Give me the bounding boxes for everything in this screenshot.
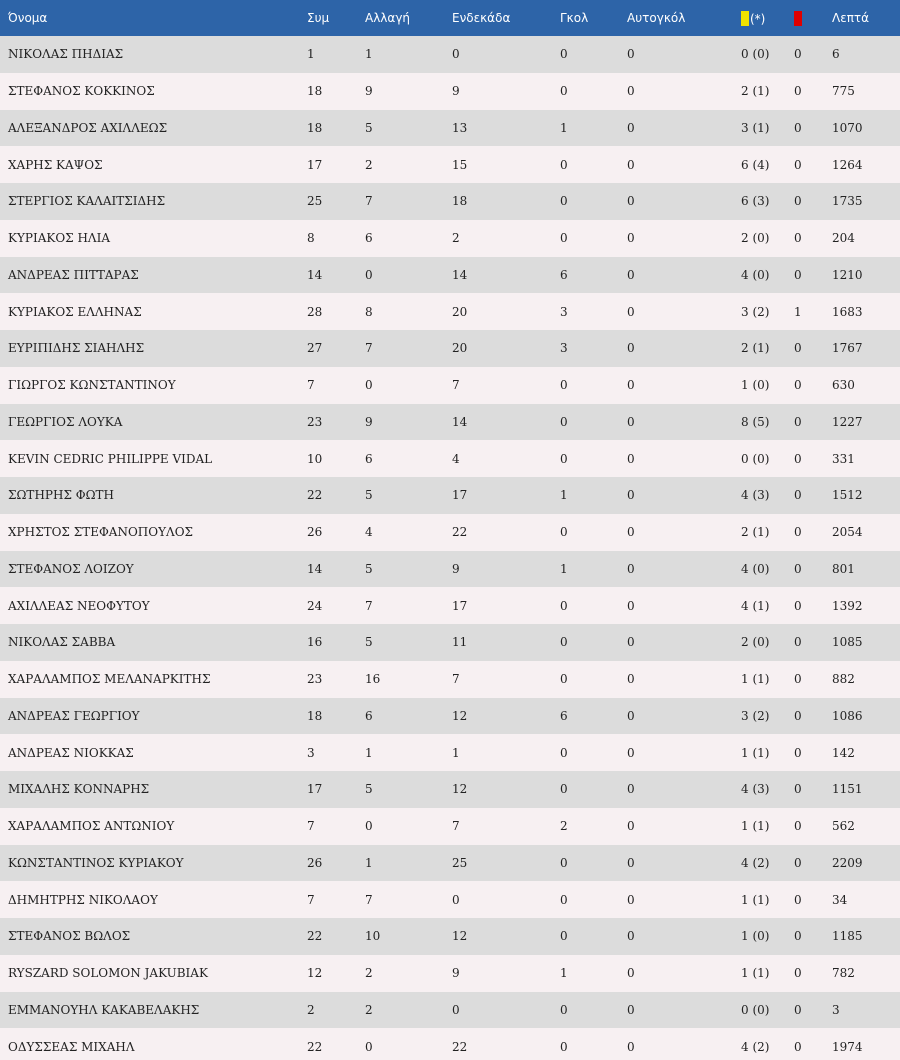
table-row — [0, 110, 900, 147]
header-goals[interactable]: Γκολ — [560, 11, 589, 25]
player-name-cell: ΚΥΡΙΑΚΟΣ ΗΛΙΑ — [8, 231, 111, 246]
minutes-played-cell: 1683 — [832, 304, 863, 319]
table-row — [0, 698, 900, 735]
goals-cell: 0 — [560, 414, 568, 429]
table-row — [0, 845, 900, 882]
player-name-cell: ΚΩΝΣΤΑΝΤΙΝΟΣ ΚΥΡΙΑΚΟΥ — [8, 855, 184, 870]
header-appearances[interactable]: Συμ — [307, 11, 330, 25]
goals-cell: 0 — [560, 635, 568, 650]
minutes-played-cell: 630 — [832, 378, 855, 393]
own-goals-cell: 0 — [627, 708, 635, 723]
substitutions-cell: 5 — [365, 561, 373, 576]
table-row — [0, 992, 900, 1029]
substitutions-cell: 7 — [365, 598, 373, 613]
substitutions-cell: 2 — [365, 966, 373, 981]
minutes-played-cell: 775 — [832, 84, 855, 99]
minutes-played-cell: 204 — [832, 231, 855, 246]
starting-eleven-cell: 0 — [452, 47, 460, 62]
red-cards-cell: 0 — [794, 525, 802, 540]
appearances-cell: 7 — [307, 819, 315, 834]
own-goals-cell: 0 — [627, 1002, 635, 1017]
red-cards-cell: 0 — [794, 378, 802, 393]
substitutions-cell: 6 — [365, 708, 373, 723]
red-cards-cell: 0 — [794, 47, 802, 62]
own-goals-cell: 0 — [627, 231, 635, 246]
goals-cell: 0 — [560, 598, 568, 613]
goals-cell: 0 — [560, 672, 568, 687]
minutes-played-cell: 1185 — [832, 929, 863, 944]
goals-cell: 0 — [560, 929, 568, 944]
appearances-cell: 26 — [307, 525, 323, 540]
appearances-cell: 18 — [307, 84, 323, 99]
own-goals-cell: 0 — [627, 267, 635, 282]
yellow-cards-cell: 2 (1) — [741, 341, 770, 356]
substitutions-cell: 7 — [365, 341, 373, 356]
table-row — [0, 771, 900, 808]
yellow-cards-cell: 6 (4) — [741, 157, 770, 172]
player-name-cell: RYSZARD SOLOMON JAKUBIAK — [8, 966, 208, 981]
minutes-played-cell: 2209 — [832, 855, 863, 870]
minutes-played-cell: 1735 — [832, 194, 863, 209]
starting-eleven-cell: 25 — [452, 855, 468, 870]
player-name-cell: ΝΙΚΟΛΑΣ ΠΗΔΙΑΣ — [8, 47, 124, 62]
starting-eleven-cell: 20 — [452, 304, 468, 319]
substitutions-cell: 8 — [365, 304, 373, 319]
own-goals-cell: 0 — [627, 929, 635, 944]
yellow-cards-cell: 1 (1) — [741, 672, 770, 687]
starting-eleven-cell: 15 — [452, 157, 468, 172]
starting-eleven-cell: 0 — [452, 892, 460, 907]
appearances-cell: 22 — [307, 929, 323, 944]
own-goals-cell: 0 — [627, 120, 635, 135]
table-row — [0, 955, 900, 992]
starting-eleven-cell: 14 — [452, 414, 468, 429]
substitutions-cell: 0 — [365, 378, 373, 393]
header-name[interactable]: Όνομα — [8, 11, 48, 25]
table-row — [0, 734, 900, 771]
own-goals-cell: 0 — [627, 304, 635, 319]
player-name-cell: ΑΝΔΡΕΑΣ ΝΙΟΚΚΑΣ — [8, 745, 134, 760]
player-name-cell: ΓΙΩΡΓΟΣ ΚΩΝΣΤΑΝΤΙΝΟΥ — [8, 378, 176, 393]
goals-cell: 6 — [560, 708, 568, 723]
player-name-cell: ΚΥΡΙΑΚΟΣ ΕΛΛΗΝΑΣ — [8, 304, 142, 319]
appearances-cell: 24 — [307, 598, 323, 613]
player-name-cell: ΣΤΕΡΓΙΟΣ ΚΑΛΑΙΤΣΙΔΗΣ — [8, 194, 166, 209]
starting-eleven-cell: 20 — [452, 341, 468, 356]
substitutions-cell: 0 — [365, 819, 373, 834]
table-row — [0, 477, 900, 514]
own-goals-cell: 0 — [627, 819, 635, 834]
goals-cell: 0 — [560, 525, 568, 540]
starting-eleven-cell: 7 — [452, 672, 460, 687]
substitutions-cell: 16 — [365, 672, 381, 687]
header-starting-eleven[interactable]: Ενδεκάδα — [452, 11, 511, 25]
appearances-cell: 23 — [307, 672, 323, 687]
yellow-cards-cell: 1 (1) — [741, 819, 770, 834]
minutes-played-cell: 882 — [832, 672, 855, 687]
goals-cell: 3 — [560, 341, 568, 356]
goals-cell: 1 — [560, 120, 568, 135]
appearances-cell: 28 — [307, 304, 323, 319]
player-name-cell: ΟΔΥΣΣΕΑΣ ΜΙΧΑΗΛ — [8, 1039, 135, 1054]
red-cards-cell: 0 — [794, 672, 802, 687]
starting-eleven-cell: 0 — [452, 1002, 460, 1017]
red-cards-cell: 0 — [794, 120, 802, 135]
appearances-cell: 25 — [307, 194, 323, 209]
yellow-cards-cell: 0 (0) — [741, 47, 770, 62]
goals-cell: 0 — [560, 855, 568, 870]
starting-eleven-cell: 9 — [452, 561, 460, 576]
substitutions-cell: 7 — [365, 194, 373, 209]
appearances-cell: 27 — [307, 341, 323, 356]
appearances-cell: 12 — [307, 966, 323, 981]
table-row — [0, 293, 900, 330]
appearances-cell: 7 — [307, 378, 315, 393]
appearances-cell: 7 — [307, 892, 315, 907]
yellow-cards-cell: 1 (1) — [741, 745, 770, 760]
table-row — [0, 661, 900, 698]
yellow-cards-cell: 4 (3) — [741, 782, 770, 797]
appearances-cell: 8 — [307, 231, 315, 246]
substitutions-cell: 1 — [365, 47, 373, 62]
own-goals-cell: 0 — [627, 525, 635, 540]
own-goals-cell: 0 — [627, 635, 635, 650]
goals-cell: 0 — [560, 231, 568, 246]
table-row — [0, 440, 900, 477]
substitutions-cell: 2 — [365, 157, 373, 172]
minutes-played-cell: 782 — [832, 966, 855, 981]
substitutions-cell: 10 — [365, 929, 381, 944]
player-name-cell: ΑΝΔΡΕΑΣ ΓΕΩΡΓΙΟΥ — [8, 708, 140, 723]
own-goals-cell: 0 — [627, 84, 635, 99]
own-goals-cell: 0 — [627, 414, 635, 429]
red-cards-cell: 0 — [794, 855, 802, 870]
table-header — [0, 0, 900, 36]
table-row — [0, 514, 900, 551]
yellow-cards-cell: 3 (2) — [741, 304, 770, 319]
goals-cell: 2 — [560, 819, 568, 834]
starting-eleven-cell: 22 — [452, 1039, 468, 1054]
table-row — [0, 330, 900, 367]
own-goals-cell: 0 — [627, 194, 635, 209]
yellow-cards-cell: 0 (0) — [741, 1002, 770, 1017]
red-cards-cell: 0 — [794, 598, 802, 613]
starting-eleven-cell: 22 — [452, 525, 468, 540]
table-row — [0, 367, 900, 404]
goals-cell: 0 — [560, 378, 568, 393]
goals-cell: 0 — [560, 1002, 568, 1017]
yellow-cards-cell: 1 (1) — [741, 966, 770, 981]
starting-eleven-cell: 2 — [452, 231, 460, 246]
starting-eleven-cell: 13 — [452, 120, 468, 135]
starting-eleven-cell: 12 — [452, 708, 468, 723]
minutes-played-cell: 1767 — [832, 341, 863, 356]
yellow-cards-cell: 4 (3) — [741, 488, 770, 503]
appearances-cell: 1 — [307, 47, 315, 62]
yellow-cards-cell: 4 (0) — [741, 561, 770, 576]
appearances-cell: 26 — [307, 855, 323, 870]
yellow-cards-cell: 4 (2) — [741, 1039, 770, 1054]
player-name-cell: ΑΝΔΡΕΑΣ ΠΙΤΤΑΡΑΣ — [8, 267, 139, 282]
table-row — [0, 257, 900, 294]
minutes-played-cell: 1086 — [832, 708, 863, 723]
player-name-cell: ΔΗΜΗΤΡΗΣ ΝΙΚΟΛΑΟΥ — [8, 892, 158, 907]
appearances-cell: 16 — [307, 635, 323, 650]
table-row — [0, 183, 900, 220]
table-row — [0, 1028, 900, 1060]
yellow-cards-cell: 2 (1) — [741, 84, 770, 99]
own-goals-cell: 0 — [627, 47, 635, 62]
player-name-cell: ΝΙΚΟΛΑΣ ΣΑΒΒΑ — [8, 635, 116, 650]
substitutions-cell: 5 — [365, 782, 373, 797]
table-row — [0, 36, 900, 73]
player-name-cell: ΣΩΤΗΡΗΣ ΦΩΤΗ — [8, 488, 114, 503]
substitutions-cell: 6 — [365, 231, 373, 246]
goals-cell: 1 — [560, 561, 568, 576]
red-cards-cell: 0 — [794, 782, 802, 797]
red-cards-cell: 0 — [794, 267, 802, 282]
table-row — [0, 624, 900, 661]
substitutions-cell: 6 — [365, 451, 373, 466]
table-row — [0, 918, 900, 955]
minutes-played-cell: 1512 — [832, 488, 863, 503]
player-name-cell: ΑΧΙΛΛΕΑΣ ΝΕΟΦΥΤΟΥ — [8, 598, 150, 613]
goals-cell: 3 — [560, 304, 568, 319]
own-goals-cell: 0 — [627, 892, 635, 907]
red-cards-cell: 0 — [794, 1002, 802, 1017]
yellow-cards-cell: 1 (0) — [741, 929, 770, 944]
player-name-cell: ΣΤΕΦΑΝΟΣ ΛΟΙΖΟΥ — [8, 561, 134, 576]
player-name-cell: ΑΛΕΞΑΝΔΡΟΣ ΑΧΙΛΛΕΩΣ — [8, 120, 168, 135]
yellow-header-suffix: (*) — [750, 11, 766, 26]
own-goals-cell: 0 — [627, 561, 635, 576]
yellow-cards-cell: 2 (1) — [741, 525, 770, 540]
substitutions-cell: 1 — [365, 745, 373, 760]
appearances-cell: 10 — [307, 451, 323, 466]
red-card-icon — [794, 11, 802, 26]
starting-eleven-cell: 12 — [452, 782, 468, 797]
minutes-played-cell: 34 — [832, 892, 848, 907]
starting-eleven-cell: 9 — [452, 966, 460, 981]
red-cards-cell: 0 — [794, 84, 802, 99]
goals-cell: 0 — [560, 745, 568, 760]
yellow-cards-cell: 3 (1) — [741, 120, 770, 135]
minutes-played-cell: 142 — [832, 745, 855, 760]
red-cards-cell: 0 — [794, 819, 802, 834]
player-name-cell: KEVIN CEDRIC PHILIPPE VIDAL — [8, 451, 213, 466]
red-cards-cell: 0 — [794, 157, 802, 172]
goals-cell: 0 — [560, 892, 568, 907]
appearances-cell: 14 — [307, 561, 323, 576]
substitutions-cell: 7 — [365, 892, 373, 907]
red-cards-cell: 0 — [794, 414, 802, 429]
header-minutes[interactable]: Λεπτά — [832, 11, 870, 25]
minutes-played-cell: 562 — [832, 819, 855, 834]
minutes-played-cell: 2054 — [832, 525, 863, 540]
minutes-played-cell: 1264 — [832, 157, 863, 172]
red-cards-cell: 0 — [794, 929, 802, 944]
minutes-played-cell: 801 — [832, 561, 855, 576]
substitutions-cell: 9 — [365, 84, 373, 99]
yellow-cards-cell: 2 (0) — [741, 635, 770, 650]
red-cards-cell: 0 — [794, 194, 802, 209]
own-goals-cell: 0 — [627, 341, 635, 356]
starting-eleven-cell: 17 — [452, 488, 468, 503]
player-name-cell: ΣΤΕΦΑΝΟΣ ΚΟΚΚΙΝΟΣ — [8, 84, 155, 99]
minutes-played-cell: 3 — [832, 1002, 840, 1017]
appearances-cell: 22 — [307, 1039, 323, 1054]
red-cards-cell: 0 — [794, 892, 802, 907]
header-own-goals[interactable]: Αυτογκόλ — [627, 11, 686, 25]
player-name-cell: ΧΡΗΣΤΟΣ ΣΤΕΦΑΝΟΠΟΥΛΟΣ — [8, 525, 194, 540]
goals-cell: 0 — [560, 451, 568, 466]
own-goals-cell: 0 — [627, 745, 635, 760]
minutes-played-cell: 1085 — [832, 635, 863, 650]
goals-cell: 0 — [560, 157, 568, 172]
yellow-cards-cell: 3 (2) — [741, 708, 770, 723]
substitutions-cell: 0 — [365, 1039, 373, 1054]
red-cards-cell: 0 — [794, 966, 802, 981]
minutes-played-cell: 1151 — [832, 782, 863, 797]
minutes-played-cell: 1974 — [832, 1039, 863, 1054]
own-goals-cell: 0 — [627, 451, 635, 466]
goals-cell: 0 — [560, 47, 568, 62]
table-body — [0, 36, 900, 1060]
goals-cell: 0 — [560, 194, 568, 209]
red-cards-cell: 0 — [794, 488, 802, 503]
substitutions-cell: 4 — [365, 525, 373, 540]
player-name-cell: ΕΜΜΑΝΟΥΗΛ ΚΑΚΑΒΕΛΑΚΗΣ — [8, 1002, 200, 1017]
table-row — [0, 587, 900, 624]
yellow-cards-cell: 4 (1) — [741, 598, 770, 613]
starting-eleven-cell: 4 — [452, 451, 460, 466]
appearances-cell: 2 — [307, 1002, 315, 1017]
table-row — [0, 808, 900, 845]
minutes-played-cell: 6 — [832, 47, 840, 62]
minutes-played-cell: 1210 — [832, 267, 863, 282]
red-cards-cell: 0 — [794, 231, 802, 246]
player-name-cell: ΧΑΡΗΣ ΚΑΨΟΣ — [8, 157, 103, 172]
appearances-cell: 22 — [307, 488, 323, 503]
minutes-played-cell: 331 — [832, 451, 855, 466]
appearances-cell: 17 — [307, 157, 323, 172]
yellow-cards-cell: 4 (0) — [741, 267, 770, 282]
goals-cell: 0 — [560, 1039, 568, 1054]
table-row — [0, 881, 900, 918]
starting-eleven-cell: 1 — [452, 745, 460, 760]
own-goals-cell: 0 — [627, 598, 635, 613]
player-name-cell: ΓΕΩΡΓΙΟΣ ΛΟΥΚΑ — [8, 414, 123, 429]
yellow-cards-cell: 2 (0) — [741, 231, 770, 246]
yellow-cards-cell: 0 (0) — [741, 451, 770, 466]
starting-eleven-cell: 17 — [452, 598, 468, 613]
own-goals-cell: 0 — [627, 782, 635, 797]
substitutions-cell: 5 — [365, 488, 373, 503]
appearances-cell: 18 — [307, 120, 323, 135]
red-cards-cell: 0 — [794, 341, 802, 356]
own-goals-cell: 0 — [627, 1039, 635, 1054]
starting-eleven-cell: 11 — [452, 635, 468, 650]
red-cards-cell: 0 — [794, 1039, 802, 1054]
table-row — [0, 404, 900, 441]
red-cards-cell: 0 — [794, 708, 802, 723]
starting-eleven-cell: 9 — [452, 84, 460, 99]
substitutions-cell: 5 — [365, 120, 373, 135]
table-row — [0, 73, 900, 110]
own-goals-cell: 0 — [627, 378, 635, 393]
own-goals-cell: 0 — [627, 966, 635, 981]
appearances-cell: 23 — [307, 414, 323, 429]
player-name-cell: ΧΑΡΑΛΑΜΠΟΣ ΑΝΤΩΝΙΟΥ — [8, 819, 175, 834]
red-cards-cell: 0 — [794, 451, 802, 466]
player-name-cell: ΧΑΡΑΛΑΜΠΟΣ ΜΕΛΑΝΑΡΚΙΤΗΣ — [8, 672, 211, 687]
starting-eleven-cell: 7 — [452, 378, 460, 393]
starting-eleven-cell: 7 — [452, 819, 460, 834]
player-name-cell: ΜΙΧΑΛΗΣ ΚΟΝΝΑΡΗΣ — [8, 782, 150, 797]
substitutions-cell: 9 — [365, 414, 373, 429]
yellow-card-icon — [741, 11, 749, 26]
goals-cell: 0 — [560, 782, 568, 797]
minutes-played-cell: 1227 — [832, 414, 863, 429]
yellow-cards-cell: 6 (3) — [741, 194, 770, 209]
goals-cell: 1 — [560, 488, 568, 503]
own-goals-cell: 0 — [627, 157, 635, 172]
substitutions-cell: 1 — [365, 855, 373, 870]
substitutions-cell: 0 — [365, 267, 373, 282]
red-cards-cell: 1 — [794, 304, 802, 319]
minutes-played-cell: 1392 — [832, 598, 863, 613]
substitutions-cell: 5 — [365, 635, 373, 650]
starting-eleven-cell: 12 — [452, 929, 468, 944]
minutes-played-cell: 1070 — [832, 120, 863, 135]
player-name-cell: ΕΥΡΙΠΙΔΗΣ ΣΙΑΗΛΗΣ — [8, 341, 145, 356]
own-goals-cell: 0 — [627, 672, 635, 687]
table-row — [0, 551, 900, 588]
own-goals-cell: 0 — [627, 855, 635, 870]
table-row — [0, 220, 900, 257]
goals-cell: 0 — [560, 84, 568, 99]
yellow-cards-cell: 4 (2) — [741, 855, 770, 870]
yellow-cards-cell: 1 (1) — [741, 892, 770, 907]
table-row — [0, 146, 900, 183]
red-cards-cell: 0 — [794, 561, 802, 576]
appearances-cell: 3 — [307, 745, 315, 760]
header-substitutions[interactable]: Αλλαγή — [365, 11, 411, 25]
player-name-cell: ΣΤΕΦΑΝΟΣ ΒΩΛΟΣ — [8, 929, 131, 944]
substitutions-cell: 2 — [365, 1002, 373, 1017]
goals-cell: 1 — [560, 966, 568, 981]
yellow-cards-cell: 8 (5) — [741, 414, 770, 429]
header-red-cards[interactable] — [794, 0, 832, 36]
starting-eleven-cell: 18 — [452, 194, 468, 209]
own-goals-cell: 0 — [627, 488, 635, 503]
goals-cell: 6 — [560, 267, 568, 282]
appearances-cell: 18 — [307, 708, 323, 723]
appearances-cell: 14 — [307, 267, 323, 282]
header-row — [0, 0, 900, 36]
yellow-cards-cell: 1 (0) — [741, 378, 770, 393]
red-cards-cell: 0 — [794, 745, 802, 760]
appearances-cell: 17 — [307, 782, 323, 797]
starting-eleven-cell: 14 — [452, 267, 468, 282]
header-yellow-cards[interactable] — [733, 0, 794, 36]
red-cards-cell: 0 — [794, 635, 802, 650]
